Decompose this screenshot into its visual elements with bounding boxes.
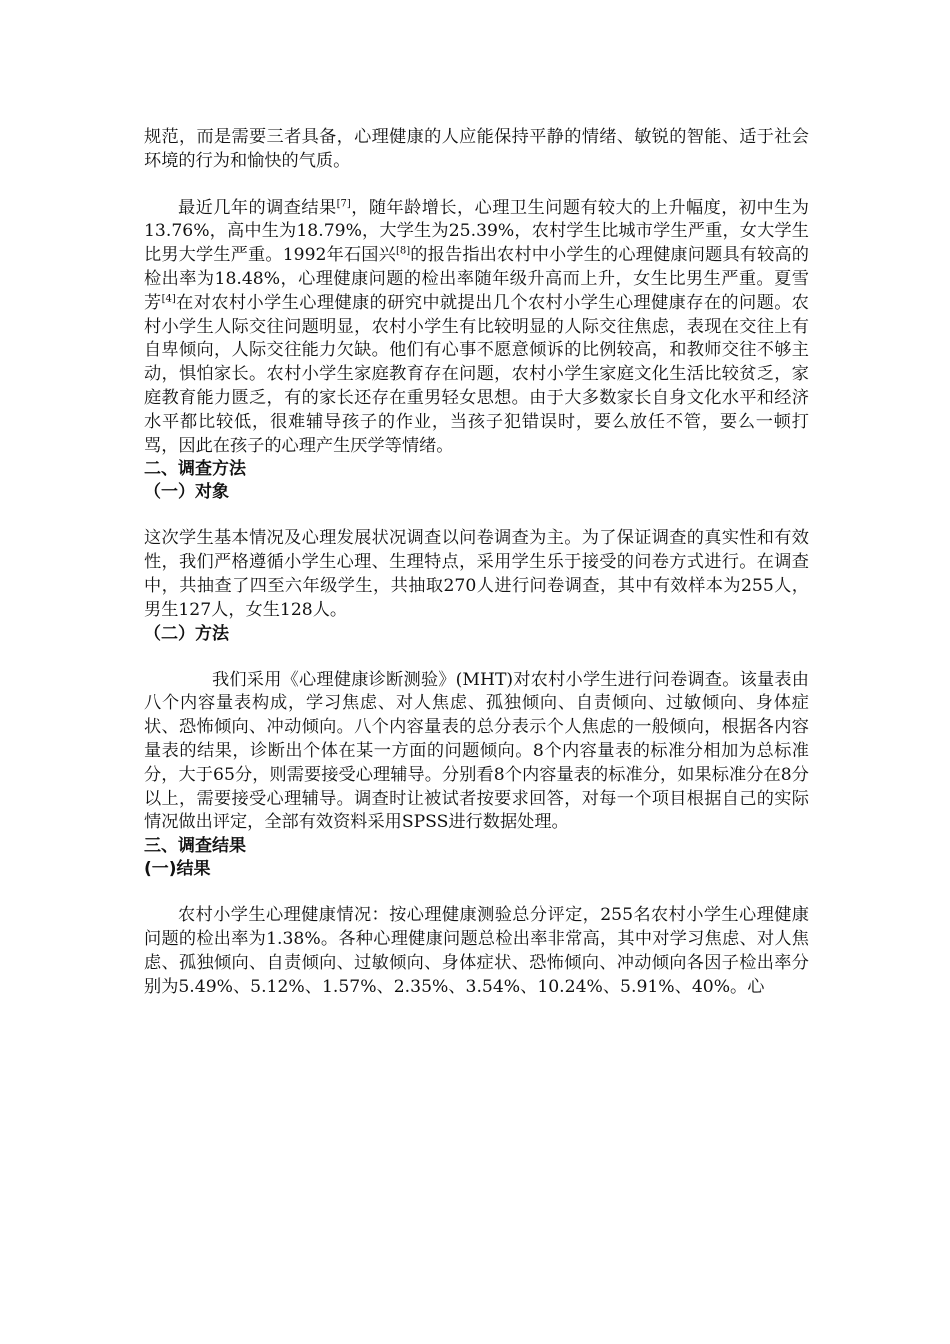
text-segment: 的报告指出农村中小学生的心理健康问题具有较高的检出率为18.48%，心理健康问题的检出率随年级升高而上升，女生比男生严重。夏雪芳: [144, 245, 809, 313]
citation-ref: [4]: [161, 293, 176, 305]
subsection-heading-subjects: （一）对象: [144, 482, 229, 503]
paragraph-subjects: 这次学生基本情况及心理发展状况调查以问卷调查为主。为了保证调查的真实性和有效性，我们严格遵循小学生心理、生理特点，采用学生乐于接受的问卷方式进行。在调查中，共抽查了四至六年级学生，共抽取270人进行问卷调查，其中有效样本为255人，男生127人，女生128人。: [144, 528, 809, 620]
citation-ref: [8]: [395, 245, 411, 257]
text-segment: 在对农村小学生心理健康的研究中就提出几个农村小学生心理健康存在的问题。农村小学生人际交往问题明显，农村小学生有比较明显的人际交往焦虑，表现在交往上有自卑倾向，人际交往能力欠缺。他们有心事不愿意倾诉的比例较高，和教师交往不够主动，惧怕家长。农村小学生家庭教育存在问题，农村小学生家庭文化生活比较贫乏，家庭教育能力匮乏，有的家长还存在重男轻女思想。由于大多数家长自身文化水平和经济水平都比较低，很难辅导孩子的作业，当孩子犯错误时，要么放任不管，要么一顿打骂，因此在孩子的心理产生厌学等情绪。: [144, 292, 809, 456]
paragraph-results: 农村小学生心理健康情况：按心理健康测验总分评定，255名农村小学生心理健康问题的检出率为1.38%。各种心理健康问题总检出率非常高，其中对学习焦虑、对人焦虑、孤独倾向、自责倾向、过敏倾向、身体症状、恐怖倾向、冲动倾向各因子检出率分别为5.49%、5.12%、1.57%、2.35%、3.54%、10.24%、5.91%、40%。心: [144, 905, 809, 997]
subsection-heading-results: (一)结果: [144, 859, 211, 880]
text-segment: ，随年龄增长，心理卫生问题有较大的上升幅度，初中生为13.76%，高中生为18.79%，大学生为25.39%，农村学生比城市学生严重，女大学生比男大学生严重。1992年石国兴: [144, 197, 809, 266]
paragraph-method: 我们采用《心理健康诊断测验》(MHT)对农村小学生进行问卷调查。该量表由八个内容量表构成，学习焦虑、对人焦虑、孤独倾向、自责倾向、过敏倾向、身体症状、恐怖倾向、冲动倾向。八个内容量表的总分表示个人焦虑的一般倾向，根据各内容量表的结果，诊断出个体在某一方面的问题倾向。8个内容量表的标准分相加为总标准分，大于65分，则需要接受心理辅导。分别看8个内容量表的标准分，如果标准分在8分以上，需要接受心理辅导。调查时让被试者按要求回答，对每一个项目根据自己的实际情况做出评定，全部有效资料采用SPSS进行数据处理。: [144, 669, 809, 833]
citation-ref: [7]: [336, 197, 351, 209]
section-heading-results: 三、调查结果: [144, 836, 246, 857]
document-page: [144, 126, 809, 999]
subsection-heading-method: （二）方法: [144, 623, 229, 644]
paragraph-definition-continued: 规范，而是需要三者具备，心理健康的人应能保持平静的情绪、敏锐的智能、适于社会环境的行为和愉快的气质。: [144, 127, 809, 171]
text-segment: 最近几年的调查结果: [178, 197, 337, 218]
paragraph-survey-findings: [144, 197, 809, 459]
section-heading-methods: 二、调查方法: [144, 459, 246, 480]
